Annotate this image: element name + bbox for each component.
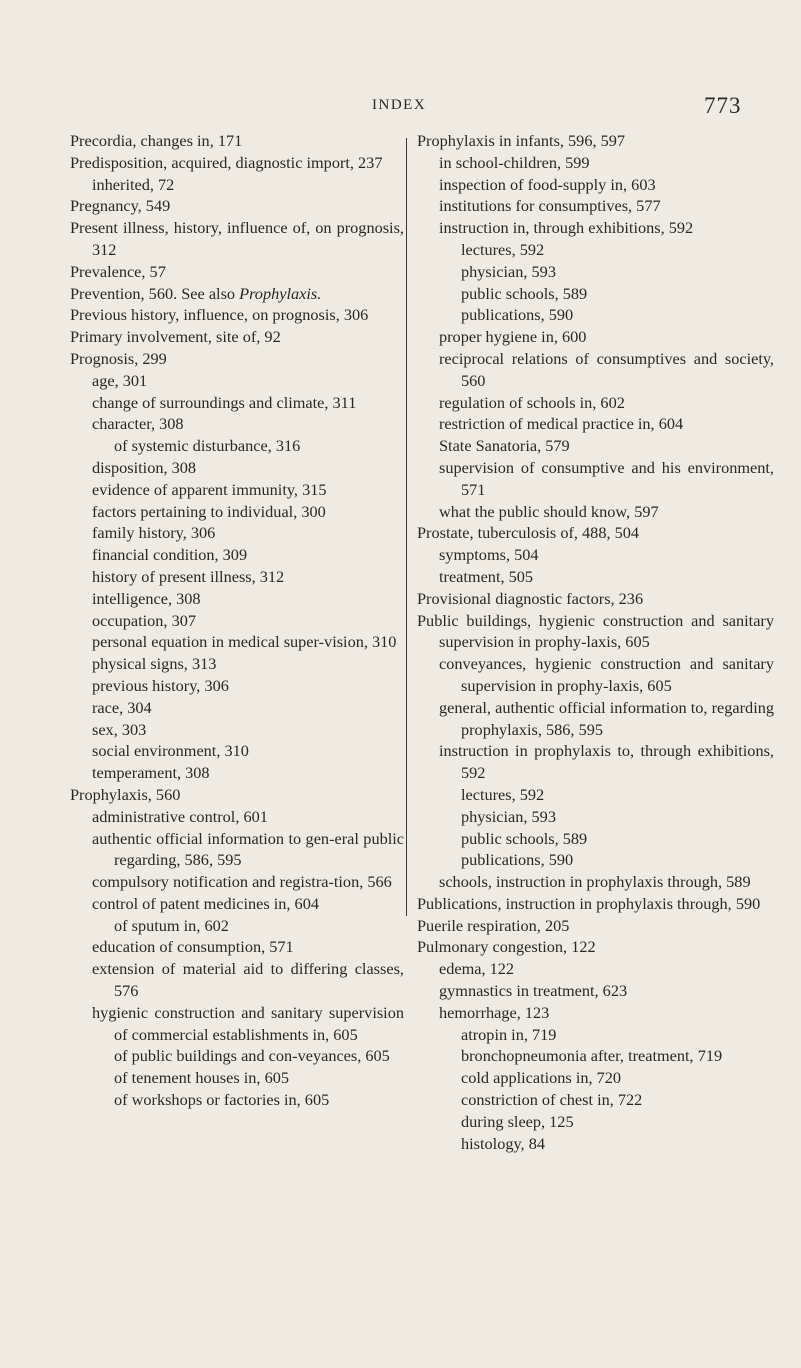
index-entry-text: cold applications in, 720 <box>461 1068 622 1088</box>
index-entry-text: Predisposition, acquired, diagnostic import, 237 <box>70 152 383 172</box>
index-entry-text: inspection of food-supply in, 603 <box>439 174 656 194</box>
index-entry <box>417 217 774 239</box>
index-entry <box>70 588 404 610</box>
index-entry-text: of tenement houses in, 605 <box>114 1068 289 1088</box>
index-entry <box>70 719 404 741</box>
index-entry-text: Prevention, 560. See also <box>70 283 240 303</box>
index-entry <box>417 740 774 784</box>
index-entry <box>70 217 404 261</box>
index-entry-text: intelligence, 308 <box>92 588 201 608</box>
index-entry <box>70 174 404 196</box>
index-entry-text: what the public should know, 597 <box>439 501 659 521</box>
index-entry <box>70 195 404 217</box>
index-entry-text: disposition, 308 <box>92 457 197 477</box>
index-entry <box>70 370 404 392</box>
index-entry <box>70 261 404 283</box>
index-entry <box>70 1002 404 1046</box>
index-entry-text: treatment, 505 <box>439 566 534 586</box>
index-entry <box>417 413 774 435</box>
index-entry <box>417 849 774 871</box>
index-entry <box>417 1089 774 1111</box>
index-entry-text: Pregnancy, 549 <box>70 196 171 216</box>
index-entry <box>417 1067 774 1089</box>
index-entry-text: administrative control, 601 <box>92 806 268 826</box>
index-entry <box>70 762 404 784</box>
index-entry-text: proper hygiene in, 600 <box>439 327 587 347</box>
index-entry-text: public schools, 589 <box>461 283 588 303</box>
index-entry-text: supervision of consumptive and his environment, 571 <box>439 457 774 499</box>
index-entry <box>70 457 404 479</box>
index-entry <box>70 958 404 1002</box>
index-entry-text: factors pertaining to individual, 300 <box>92 501 326 521</box>
index-entry <box>70 915 404 937</box>
index-entry <box>417 435 774 457</box>
index-entry-text: social environment, 310 <box>92 741 249 761</box>
index-entry <box>417 544 774 566</box>
index-entry <box>417 828 774 850</box>
index-entry <box>417 174 774 196</box>
index-entry-crossref: Prophylaxis. <box>239 283 322 303</box>
index-entry <box>417 784 774 806</box>
index-entry <box>70 392 404 414</box>
index-entry-text: Provisional diagnostic factors, 236 <box>417 588 644 608</box>
index-entry-text: Prostate, tuberculosis of, 488, 504 <box>417 523 640 543</box>
index-entry-text: temperament, 308 <box>92 763 210 783</box>
index-entry <box>70 806 404 828</box>
index-entry-text: Precordia, changes in, 171 <box>70 131 243 150</box>
index-entry-text: Prophylaxis in infants, 596, 597 <box>417 131 626 150</box>
index-entry-text: State Sanatoria, 579 <box>439 436 570 456</box>
index-entry <box>417 348 774 392</box>
index-entry <box>417 1111 774 1133</box>
index-entry <box>70 152 404 174</box>
index-column-left <box>70 130 404 1111</box>
index-entry <box>417 915 774 937</box>
index-entry-text: physician, 593 <box>461 261 556 281</box>
index-entry <box>417 893 774 915</box>
index-entry <box>70 304 404 326</box>
index-entry-text: of sputum in, 602 <box>114 915 229 935</box>
page-header <box>0 93 801 123</box>
index-entry <box>70 697 404 719</box>
index-entry <box>70 1089 404 1111</box>
index-entry-text: Publications, instruction in prophylaxis through, 590 <box>417 893 761 913</box>
index-entry <box>70 522 404 544</box>
index-entry-text: lectures, 592 <box>461 784 545 804</box>
index-entry <box>70 610 404 632</box>
index-entry <box>417 501 774 523</box>
index-entry <box>417 653 774 697</box>
index-entry-text: constriction of chest in, 722 <box>461 1090 643 1110</box>
index-entry-text: reciprocal relations of consumptives and society, 560 <box>439 348 774 390</box>
index-entry <box>417 522 774 544</box>
index-entry <box>70 893 404 915</box>
index-entry <box>70 1045 404 1067</box>
index-entry-text: instruction in, through exhibitions, 592 <box>439 218 694 238</box>
index-entry <box>70 479 404 501</box>
index-entry-text: hemorrhage, 123 <box>439 1002 550 1022</box>
index-entry <box>417 958 774 980</box>
index-entry-text: personal equation in medical super-vision, 310 <box>92 632 397 652</box>
index-entry-text: atropin in, 719 <box>461 1024 557 1044</box>
index-entry-text: regulation of schools in, 602 <box>439 392 625 412</box>
index-entry-text: hygienic construction and sanitary supervision of commercial establishments in, 605 <box>92 1002 404 1044</box>
index-entry-text: Previous history, influence, on prognosis, 306 <box>70 305 369 325</box>
index-entry-text: occupation, 307 <box>92 610 196 630</box>
index-column-right <box>417 130 774 1154</box>
index-entry-text: authentic official information to gen-eral public regarding, 586, 595 <box>92 828 404 870</box>
index-entry-text: public schools, 589 <box>461 828 588 848</box>
index-entry <box>70 740 404 762</box>
index-entry <box>417 152 774 174</box>
index-entry-text: Prognosis, 299 <box>70 348 167 368</box>
index-entry-text: extension of material aid to differing classes, 576 <box>92 959 404 1001</box>
index-entry-text: control of patent medicines in, 604 <box>92 893 319 913</box>
index-entry <box>417 195 774 217</box>
index-entry <box>70 544 404 566</box>
index-entry <box>70 1067 404 1089</box>
index-entry-text: of public buildings and con-veyances, 605 <box>114 1046 390 1066</box>
index-entry <box>417 610 774 654</box>
index-entry <box>417 283 774 305</box>
index-entry <box>417 326 774 348</box>
index-entry-text: bronchopneumonia after, treatment, 719 <box>461 1046 723 1066</box>
index-entry <box>417 1024 774 1046</box>
index-entry-text: histology, 84 <box>461 1133 545 1153</box>
index-entry-text: in school-children, 599 <box>439 152 590 172</box>
index-entry <box>417 261 774 283</box>
index-entry-text: previous history, 306 <box>92 675 229 695</box>
index-entry-text: change of surroundings and climate, 311 <box>92 392 357 412</box>
index-entry-text: education of consumption, 571 <box>92 937 294 957</box>
running-title: INDEX <box>372 97 427 113</box>
index-entry-text: lectures, 592 <box>461 239 545 259</box>
index-entry <box>70 871 404 893</box>
index-entry <box>70 566 404 588</box>
index-entry-text: instruction in prophylaxis to, through exhibitions, 592 <box>439 741 774 783</box>
index-entry <box>70 784 404 806</box>
index-entry <box>70 631 404 653</box>
index-entry <box>417 304 774 326</box>
index-entry-text: Public buildings, hygienic construction and sanitary supervision in prophy-laxis, 605 <box>417 610 774 652</box>
index-entry-text: of systemic disturbance, 316 <box>114 436 301 456</box>
index-entry-text: race, 304 <box>92 697 152 717</box>
index-entry <box>417 392 774 414</box>
index-entry-text: inherited, 72 <box>92 174 175 194</box>
index-entry <box>70 348 404 370</box>
index-entry-text: physical signs, 313 <box>92 654 217 674</box>
index-entry-text: institutions for consumptives, 577 <box>439 196 661 216</box>
index-entry <box>417 936 774 958</box>
index-entry-text: restriction of medical practice in, 604 <box>439 414 684 434</box>
index-entry <box>417 980 774 1002</box>
index-entry-text: Present illness, history, influence of, on prognosis, 312 <box>70 218 404 259</box>
index-entry-text: Prophylaxis, 560 <box>70 784 181 804</box>
index-entry <box>70 283 404 305</box>
index-entry <box>417 1133 774 1155</box>
index-entry-text: Primary involvement, site of, 92 <box>70 327 281 347</box>
index-entry <box>417 1045 774 1067</box>
index-entry-text: Prevalence, 57 <box>70 261 166 281</box>
index-entry <box>417 588 774 610</box>
index-entry-text: symptoms, 504 <box>439 545 539 565</box>
index-entry <box>417 457 774 501</box>
page-number: 773 <box>704 93 742 118</box>
index-entry-text: of workshops or factories in, 605 <box>114 1090 330 1110</box>
index-entry-text: Pulmonary congestion, 122 <box>417 937 596 957</box>
index-entry <box>70 653 404 675</box>
index-entry-text: general, authentic official information to, regarding prophylaxis, 586, 595 <box>439 697 774 739</box>
index-entry <box>70 936 404 958</box>
index-entry-text: during sleep, 125 <box>461 1111 574 1131</box>
index-entry-text: evidence of apparent immunity, 315 <box>92 479 327 499</box>
index-entry <box>70 130 404 152</box>
index-entry-text: Puerile respiration, 205 <box>417 915 570 935</box>
index-entry <box>70 828 404 872</box>
index-entry <box>70 326 404 348</box>
index-entry <box>417 806 774 828</box>
index-entry-text: publications, 590 <box>461 305 574 325</box>
index-entry-text: history of present illness, 312 <box>92 566 285 586</box>
index-entry <box>417 697 774 741</box>
index-entry-text: schools, instruction in prophylaxis through, 589 <box>439 872 751 892</box>
index-entry-text: age, 301 <box>92 370 148 390</box>
index-entry <box>417 871 774 893</box>
index-entry-text: gymnastics in treatment, 623 <box>439 981 628 1001</box>
column-divider <box>406 138 407 916</box>
index-entry <box>70 413 404 435</box>
index-entry <box>70 435 404 457</box>
index-entry-text: edema, 122 <box>439 959 515 979</box>
index-entry <box>70 675 404 697</box>
index-entry <box>417 1002 774 1024</box>
index-entry-text: physician, 593 <box>461 806 556 826</box>
index-entry-text: publications, 590 <box>461 850 574 870</box>
index-entry-text: compulsory notification and registra-tion, 566 <box>92 872 392 892</box>
index-entry <box>417 130 774 152</box>
index-entry-text: character, 308 <box>92 414 184 434</box>
index-entry-text: financial condition, 309 <box>92 545 248 565</box>
index-entry-text: conveyances, hygienic construction and sanitary supervision in prophy-laxis, 605 <box>439 654 774 695</box>
index-entry-text: sex, 303 <box>92 719 147 739</box>
index-entry <box>417 239 774 261</box>
index-entry-text: family history, 306 <box>92 523 216 543</box>
index-entry <box>417 566 774 588</box>
index-entry <box>70 501 404 523</box>
